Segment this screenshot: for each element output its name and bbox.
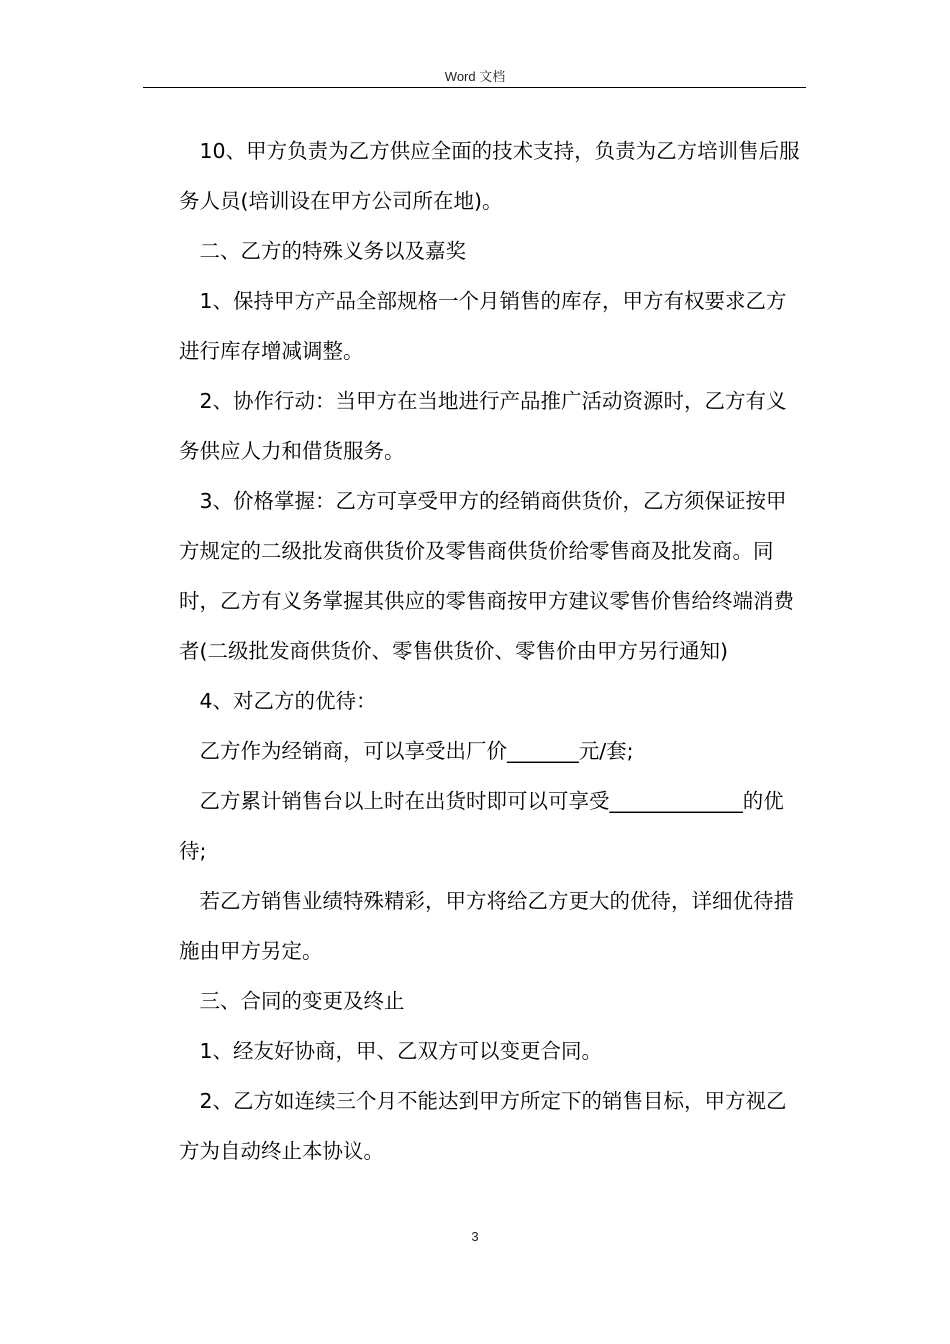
paragraph: 4、对乙方的优待： xyxy=(179,689,377,713)
paragraph: 乙方累计销售台以上时在出货时即可以可享受_____________的优待; xyxy=(179,789,784,863)
page-header-title: Word 文档 xyxy=(444,69,506,84)
paragraph: 1、保持甲方产品全部规格一个月销售的库存，甲方有权要求乙方进行库存增减调整。 xyxy=(179,289,787,363)
paragraph: 2、协作行动：当甲方在当地进行产品推广活动资源时，乙方有义务供应人力和借货服务。 xyxy=(179,389,787,463)
paragraph: 10、甲方负责为乙方供应全面的技术支持，负责为乙方培训售后服务人员(培训设在甲方公司所在地)。 xyxy=(179,139,800,213)
paragraph: 若乙方销售业绩特殊精彩，甲方将给乙方更大的优待，详细优待措施由甲方另定。 xyxy=(179,889,794,963)
paragraph: 二、乙方的特殊义务以及嘉奖 xyxy=(179,239,466,263)
document-body xyxy=(179,126,803,1176)
paragraph: 1、经友好协商，甲、乙双方可以变更合同。 xyxy=(179,1039,603,1063)
header-divider xyxy=(143,87,806,88)
paragraph: 三、合同的变更及终止 xyxy=(179,989,405,1013)
paragraph: 2、乙方如连续三个月不能达到甲方所定下的销售目标，甲方视乙方为自动终止本协议。 xyxy=(179,1089,787,1163)
paragraph: 乙方作为经销商，可以享受出厂价_______元/套; xyxy=(179,739,634,763)
page-number: 3 xyxy=(471,1229,479,1244)
paragraph: 3、价格掌握：乙方可享受甲方的经销商供货价，乙方须保证按甲方规定的二级批发商供货价及零售商供货价给零售商及批发商。同时，乙方有义务掌握其供应的零售商按甲方建议零售价售给终端消费者(二级批发商供货价、零售供货价、零售价由甲方另行通知) xyxy=(179,489,794,663)
